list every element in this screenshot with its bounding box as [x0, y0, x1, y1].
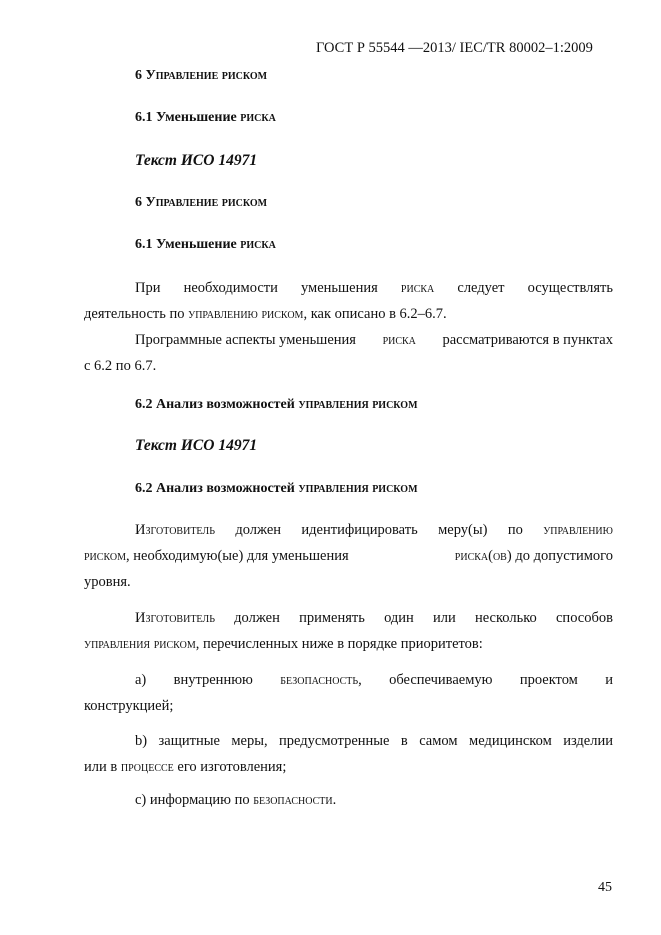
para3-term: управлению: [543, 522, 613, 538]
item-a-line2: конструкцией;: [84, 698, 174, 714]
para1-word: необходимости: [183, 280, 278, 296]
item-b-text: или в: [84, 759, 121, 775]
para3-line1: [135, 522, 613, 539]
iso-text-label-1: Текст ИСО 14971: [135, 152, 258, 169]
heading-6-2: [135, 397, 418, 413]
heading-6-1-iso-term: риска: [240, 237, 276, 252]
heading-6-iso: [135, 195, 267, 211]
item-c-text: c) информацию по: [135, 792, 254, 808]
item-b-text: его изготовления;: [173, 759, 287, 775]
para1-word: При: [135, 280, 161, 296]
item-c-line: [135, 792, 336, 809]
para4-term: управления риском: [84, 636, 196, 652]
item-a-word: обеспечиваемую: [389, 672, 493, 688]
item-b-line2: [84, 759, 286, 776]
heading-6-title: Управление риском: [145, 68, 268, 83]
running-header: ГОСТ Р 55544 —2013/ IEC/TR 80002–1:2009: [316, 40, 593, 56]
heading-6-2-iso-text: 6.2 Анализ возможностей: [135, 481, 299, 496]
para3-term: риском: [84, 548, 126, 564]
para1-line1: [135, 280, 613, 297]
para1-text: деятельность по: [84, 306, 189, 322]
heading-6-2-iso: [135, 481, 418, 497]
para4-word: несколько: [475, 610, 537, 626]
para1-word: уменьшения: [300, 280, 378, 296]
para2-term: риска: [382, 332, 416, 348]
para3-line2: [84, 548, 613, 565]
para4-term: Изготовитель: [135, 610, 215, 626]
heading-6-2-text: 6.2 Анализ возможностей: [135, 397, 299, 412]
para4-line2: [84, 636, 483, 653]
item-a-line1: [135, 672, 613, 689]
item-a-word: проектом: [519, 672, 578, 688]
para3-term: риска(ов): [454, 548, 512, 564]
item-a-word: внутреннюю: [173, 672, 253, 688]
heading-6-1-iso: [135, 237, 276, 253]
para1-word: следует: [457, 280, 505, 296]
heading-6: [135, 68, 267, 84]
item-a-word: и: [605, 672, 613, 688]
para4-word: способов: [556, 610, 613, 626]
heading-6-1-term: риска: [240, 110, 276, 125]
heading-6-1-iso-text: Уменьшение: [156, 237, 241, 252]
heading-6-1-iso-number: 6.1: [135, 237, 156, 252]
para3-word: идентифицировать: [301, 522, 418, 538]
para2-line1: [135, 332, 613, 349]
item-c-term: безопасности: [253, 792, 333, 808]
para3-term: Изготовитель: [135, 522, 215, 538]
para4-word: должен: [234, 610, 280, 626]
item-a-comma: ,: [358, 672, 362, 688]
iso-text-label-2: Текст ИСО 14971: [135, 437, 258, 454]
item-b-term: процессе: [120, 759, 174, 775]
para1-word: осуществлять: [527, 280, 613, 296]
heading-6-iso-title: Управление риском: [145, 195, 268, 210]
heading-6-1-number: 6.1: [135, 110, 156, 125]
heading-6-1: [135, 110, 276, 126]
heading-6-1-text: Уменьшение: [156, 110, 241, 125]
heading-6-2-term: управления риском: [298, 397, 418, 412]
para4-text: , перечисленных ниже в порядке приоритетов:: [195, 636, 483, 652]
heading-6-2-iso-term: управления риском: [298, 481, 418, 496]
para3-line3: уровня.: [84, 574, 131, 590]
para4-word: или: [433, 610, 456, 626]
page-number: 45: [598, 880, 612, 895]
para1-text: , как описано в 6.2–6.7.: [303, 306, 447, 322]
para2-text: рассматриваются в пунктах: [442, 332, 613, 348]
para2-text: Программные аспекты уменьшения: [135, 332, 356, 348]
para3-text: , необходимую(ые) для уменьшения: [126, 548, 349, 564]
para3-word: должен: [235, 522, 282, 538]
item-a-marker: a): [135, 672, 147, 688]
para1-term: управлению риском: [188, 306, 304, 322]
para3-text: до допустимого: [511, 548, 613, 564]
para3-word: по: [507, 522, 523, 538]
para4-word: один: [384, 610, 414, 626]
para2-line2: с 6.2 по 6.7.: [84, 358, 157, 374]
item-c-text: .: [332, 792, 337, 808]
item-a-term: безопасность: [280, 672, 359, 688]
para3-word: меру(ы): [438, 522, 488, 538]
para1-term: риска: [400, 280, 435, 296]
para1-line2: [84, 306, 447, 323]
para4-word: применять: [299, 610, 365, 626]
item-b-line1: b) защитные меры, предусмотренные в самом медицинском изделии: [135, 733, 613, 749]
heading-6-number: 6: [135, 68, 146, 83]
para4-line1: [135, 610, 613, 627]
heading-6-iso-number: 6: [135, 195, 146, 210]
